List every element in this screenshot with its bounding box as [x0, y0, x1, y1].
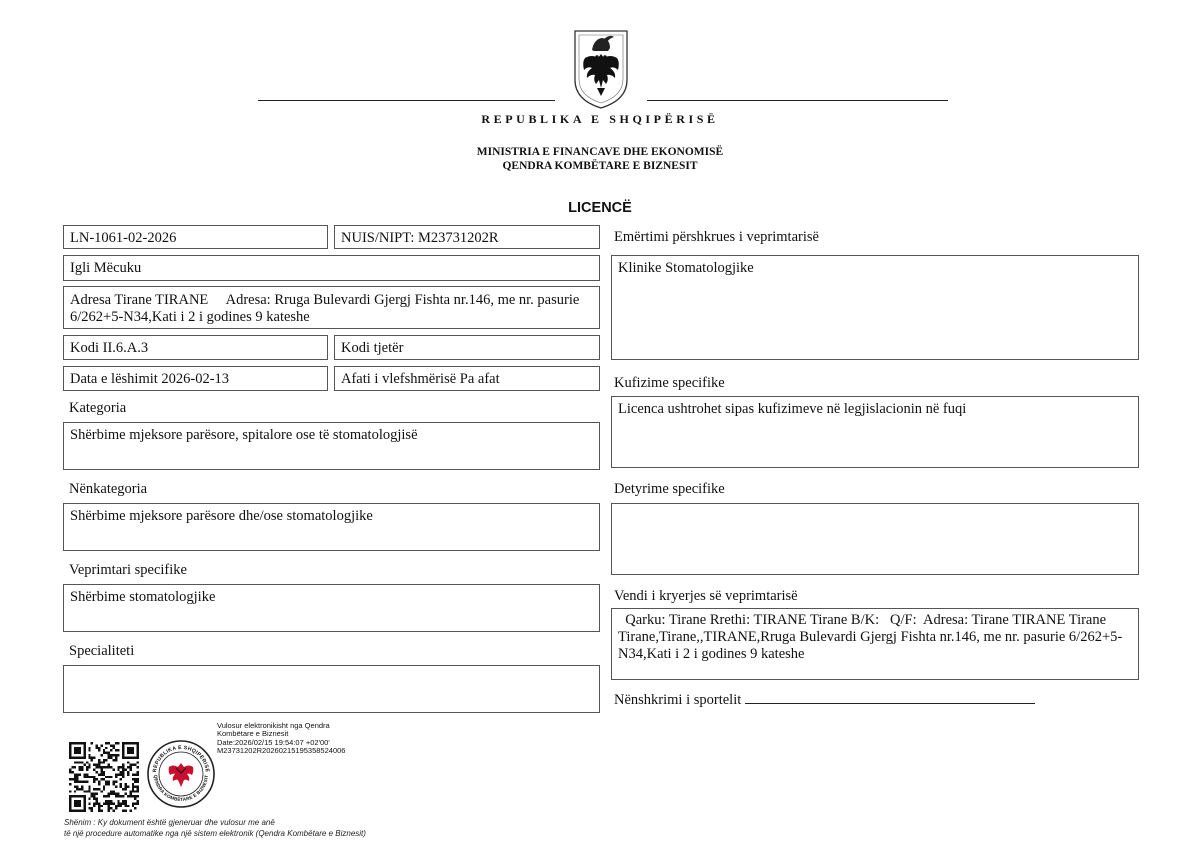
electronic-seal-icon: [146, 739, 216, 809]
nipt-field: NUIS/NIPT: M23731202R: [334, 225, 600, 249]
seal-top-text: REPUBLIKA E SHQIPËRISË: [152, 744, 210, 773]
obligations-label: Detyrime specifike: [614, 481, 725, 497]
location-label: Vendi i kryerjes së veprimtarisë: [614, 588, 798, 604]
e-signature-line1: Vulosur elektronikisht nga Qendra: [217, 721, 330, 730]
holder-address-field: Adresa Tirane TIRANE Adresa: Rruga Bulevardi Gjergj Fishta nr.146, me nr. pasurie 6/262+5-N34,Kati i 2 i godines 9 kateshe: [63, 286, 600, 329]
signature-label: Nënshkrimi i sportelit: [614, 692, 742, 708]
location-field: Qarku: Tirane Rrethi: TIRANE Tirane B/K: Q/F: Adresa: Tirane TIRANE Tirane Tirane,Tirane,,TIRANE,Rruga Bulevardi Gjergj Fishta nr.146, me nr. pasurie 6/262+5-N34,Kati i 2 i godines 9 kateshe: [611, 608, 1139, 680]
e-signature-info: [217, 722, 417, 756]
seal-bottom-text: QENDRA KOMBËTARE E BIZNESIT: [152, 774, 210, 803]
coat-of-arms-icon: [572, 28, 630, 110]
agency-heading: QENDRA KOMBËTARE E BIZNESIT: [502, 160, 698, 172]
e-signature-date: Date:2026/02/15 19:54:07 +02'00': [217, 737, 330, 747]
obligations-field: [611, 503, 1139, 575]
category-field: Shërbime mjeksore parësore, spitalore ose të stomatologjisë: [63, 422, 600, 470]
subcategory-field: Shërbime mjeksore parësore dhe/ose stomatologjike: [63, 503, 600, 551]
subcategory-label: Nënkategoria: [69, 481, 148, 497]
footer-note: [64, 818, 564, 839]
specialty-label: Specialiteti: [69, 643, 135, 659]
e-signature-line2: Kombëtare e Biznesit: [217, 729, 289, 739]
issue-date-field: Data e lëshimit 2026-02-13: [63, 366, 328, 391]
category-label: Kategoria: [69, 400, 127, 416]
specific-activity-field: Shërbime stomatologjike: [63, 584, 600, 632]
code-field: Kodi II.6.A.3: [63, 335, 328, 360]
restrictions-label: Kufizime specifike: [614, 375, 725, 391]
license-number-field: LN-1061-02-2026: [63, 225, 328, 249]
republic-heading: REPUBLIKA E SHQIPËRISË: [481, 112, 719, 126]
footer-note-line1: Shënim : Ky dokument është gjeneruar dhe vulosur me anë: [64, 818, 275, 827]
specific-activity-label: Veprimtari specifike: [69, 562, 187, 578]
document-title: LICENCË: [568, 200, 632, 216]
qr-code-icon: [69, 742, 139, 812]
signature-line: [745, 692, 1035, 704]
footer-note-line2: të një procedure automatike nga një sistem elektronik (Qendra Kombëtare e Biznesit): [64, 828, 366, 838]
activity-name-label: Emërtimi përshkrues i veprimtarisë: [614, 229, 819, 245]
validity-field: Afati i vlefshmërisë Pa afat: [334, 366, 600, 391]
activity-name-field: Klinike Stomatologjike: [611, 255, 1139, 360]
e-signature-id: M23731202R20260215195358524006: [217, 746, 346, 756]
restrictions-field: Licenca ushtrohet sipas kufizimeve në legjislacionin në fuqi: [611, 396, 1139, 468]
ministry-heading: MINISTRIA E FINANCAVE DHE EKONOMISË: [476, 146, 724, 158]
header-rule-right: [647, 100, 948, 101]
specialty-field: [63, 665, 600, 713]
header-rule-left: [258, 100, 555, 101]
holder-name-field: Igli Mëcuku: [63, 255, 600, 281]
signature-row: [614, 692, 1035, 709]
other-code-field: Kodi tjetër: [334, 335, 600, 360]
